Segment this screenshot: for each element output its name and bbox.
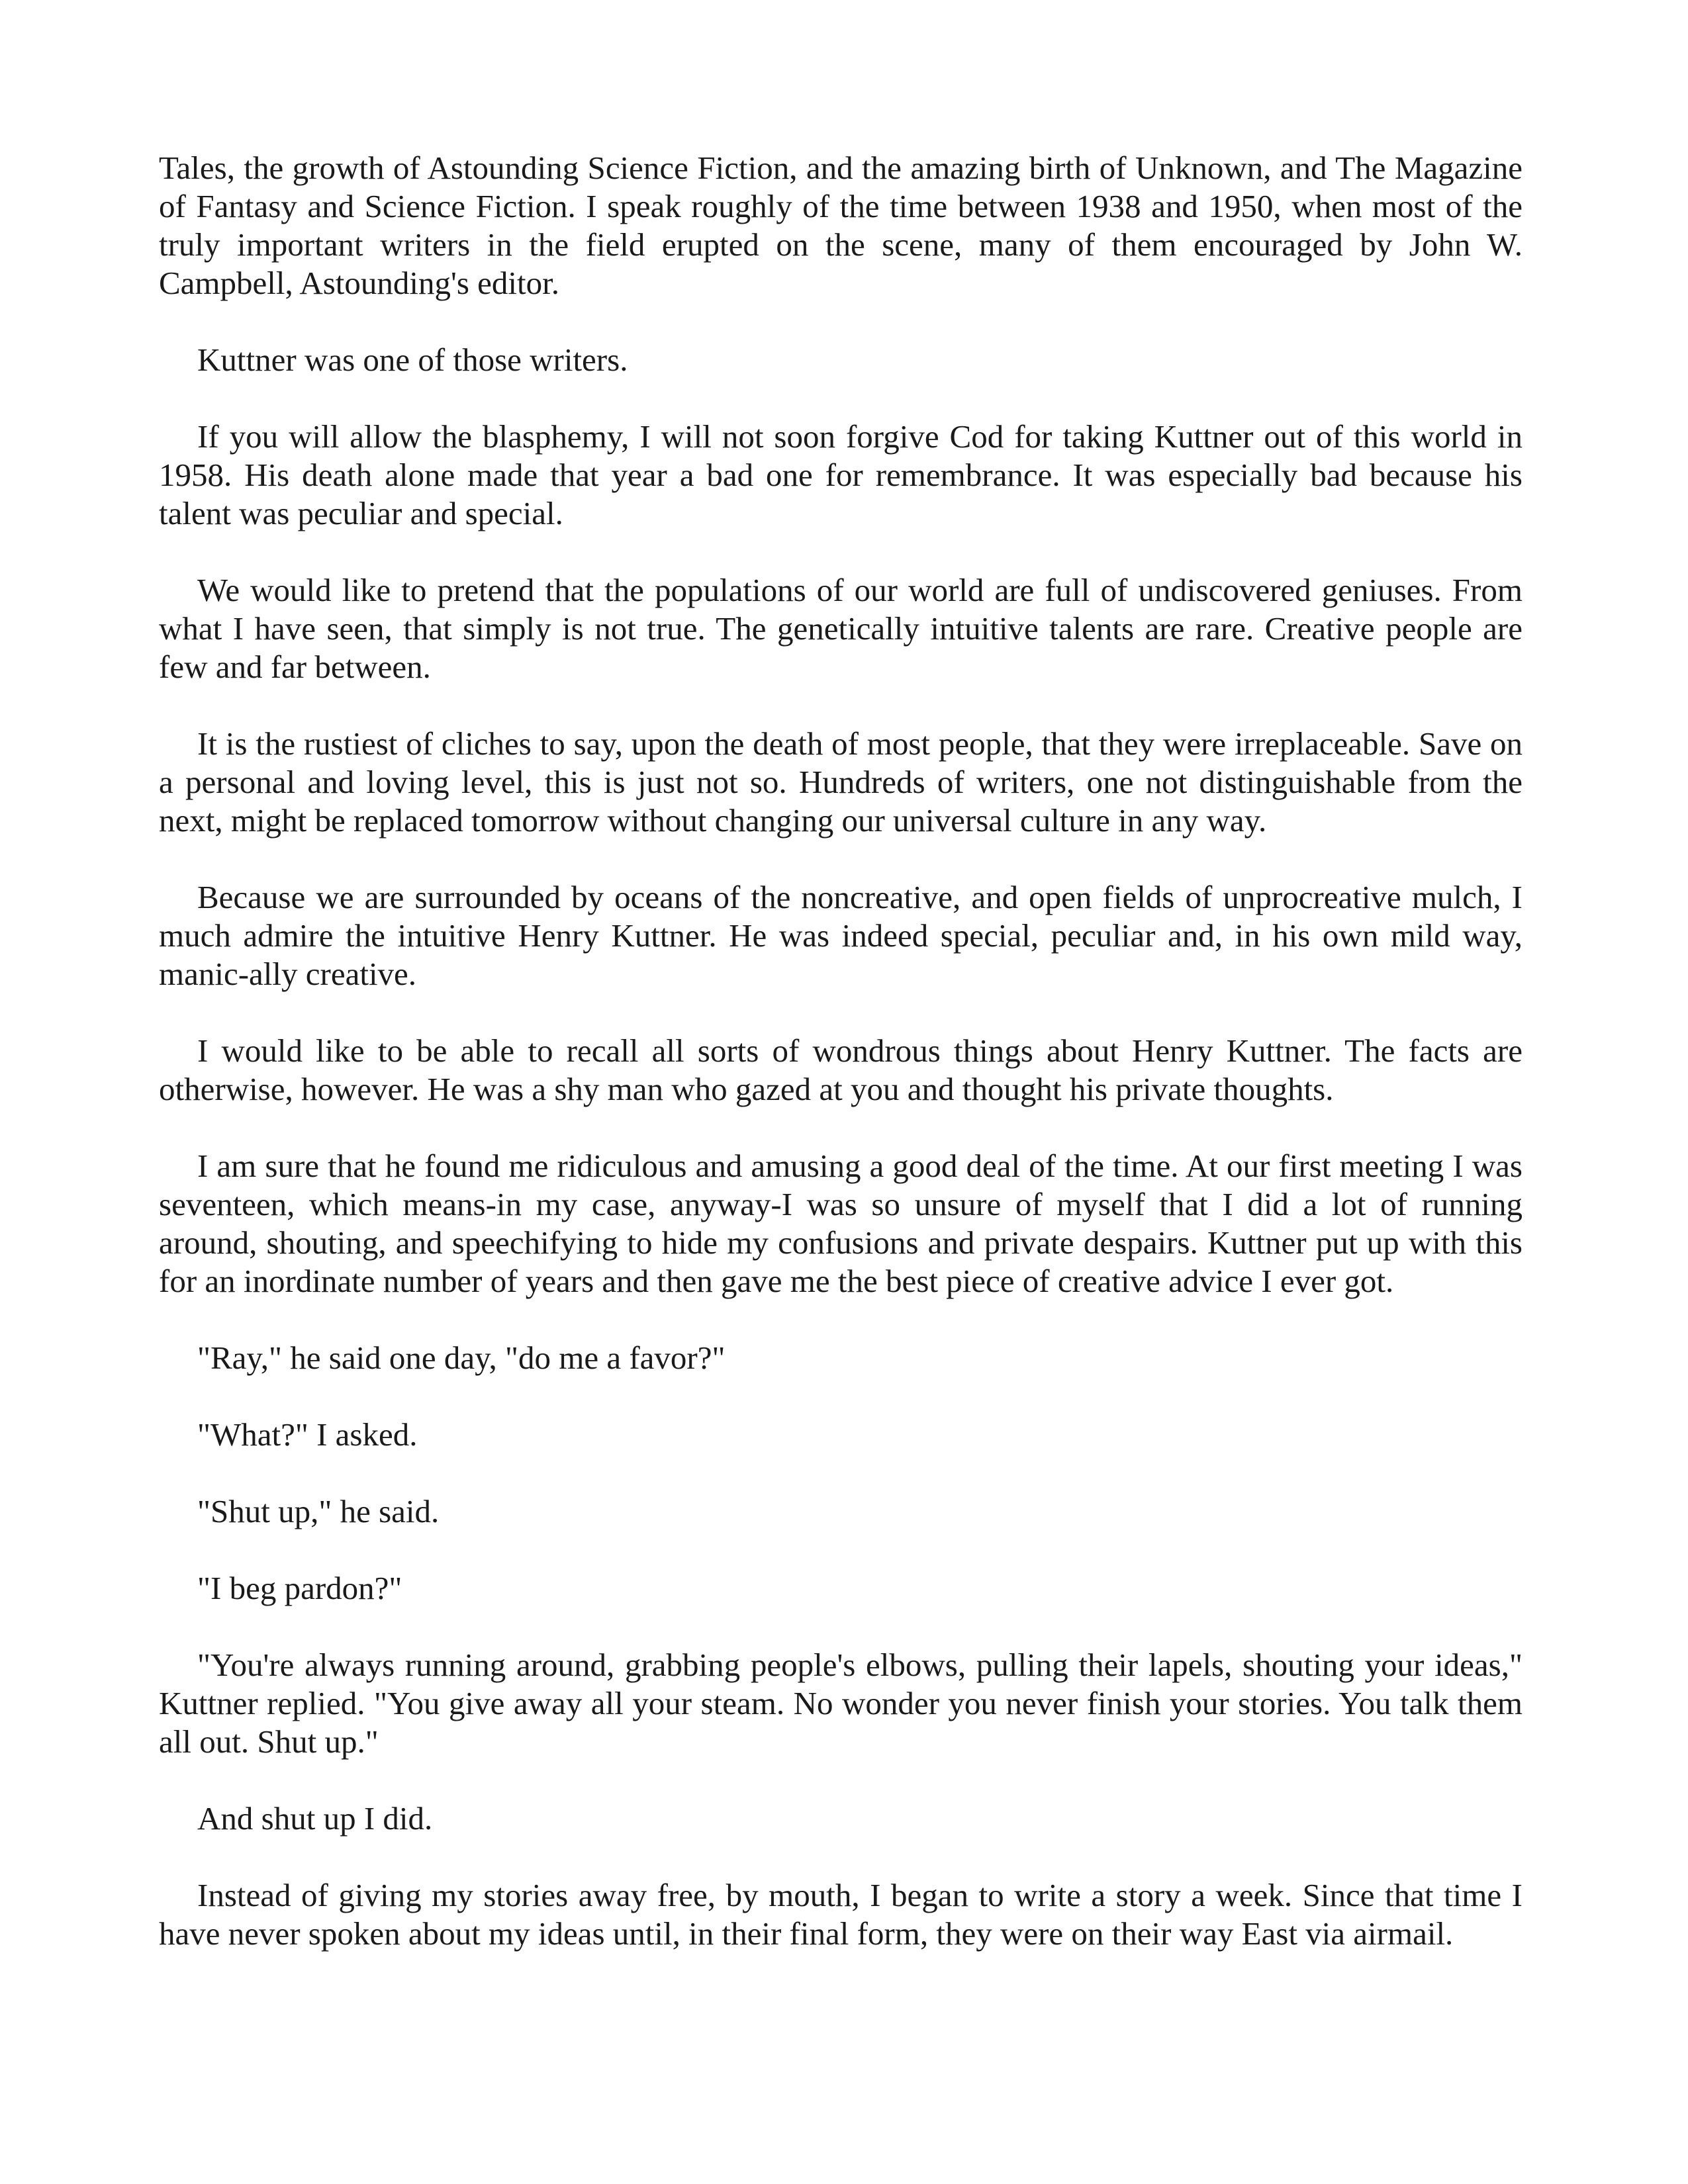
paragraph-11: "Shut up," he said. [197,1493,440,1529]
paragraph-5: It is the rustiest of cliches to say, upon the death of most people, that they were irreplaceable. Save on a personal and loving level, this is just not so. Hundreds of writers, one not distinguishable from the next, might be replaced tomorrow without changing our universal culture in any way. [159,725,1523,839]
paragraph-4: We would like to pretend that the populations of our world are full of undiscovered geniuses. From what I have seen, that simply is not true. The genetically intuitive talents are rare. Creative people are few and far between. [159,572,1523,685]
paragraph-8: I am sure that he found me ridiculous and amusing a good deal of the time. At our first meeting I was seventeen, which means-in my case, anyway-I was so unsure of myself that I did a lot of running around, shouting, and speechifying to hide my confusions and private despairs. Kuttner put up with this for an inordinate number of years and then gave me the best piece of creative advice I ever got. [159,1148,1523,1299]
paragraph-13: "You're always running around, grabbing people's elbows, pulling their lapels, shouting your ideas," Kuttner replied. "You give away all your steam. No wonder you never finish your stories. You talk them all out. Shut up." [159,1647,1523,1760]
paragraph-6: Because we are surrounded by oceans of the noncreative, and open fields of unprocreative mulch, I much admire the intuitive Henry Kuttner. He was indeed special, peculiar and, in his own mild way, manic-ally creative. [159,879,1523,992]
paragraph-7: I would like to be able to recall all sorts of wondrous things about Henry Kuttner. The facts are otherwise, however. He was a shy man who gazed at you and thought his private thoughts. [159,1032,1523,1107]
paragraph-14: And shut up I did. [197,1800,433,1837]
paragraph-9: "Ray," he said one day, "do me a favor?" [197,1340,726,1376]
paragraph-12: "I beg pardon?" [197,1570,402,1606]
paragraph-10: "What?" I asked. [197,1416,418,1453]
paragraph-15: Instead of giving my stories away free, by mouth, I began to write a story a week. Since that time I have never spoken about my ideas until, in their final form, they were on their way East via airmail. [159,1877,1523,1952]
paragraph-3: If you will allow the blasphemy, I will not soon forgive Cod for taking Kuttner out of this world in 1958. His death alone made that year a bad one for remembrance. It was especially bad because his talent was peculiar and special. [159,418,1523,531]
document-page [159,149,1523,1953]
paragraph-2: Kuttner was one of those writers. [197,341,628,378]
paragraph-1: Tales, the growth of Astounding Science Fiction, and the amazing birth of Unknown, and The Magazine of Fantasy and Science Fiction. I speak roughly of the time between 1938 and 1950, when most of the truly important writers in the field erupted on the scene, many of them encouraged by John W. Campbell, Astounding's editor. [159,150,1523,301]
